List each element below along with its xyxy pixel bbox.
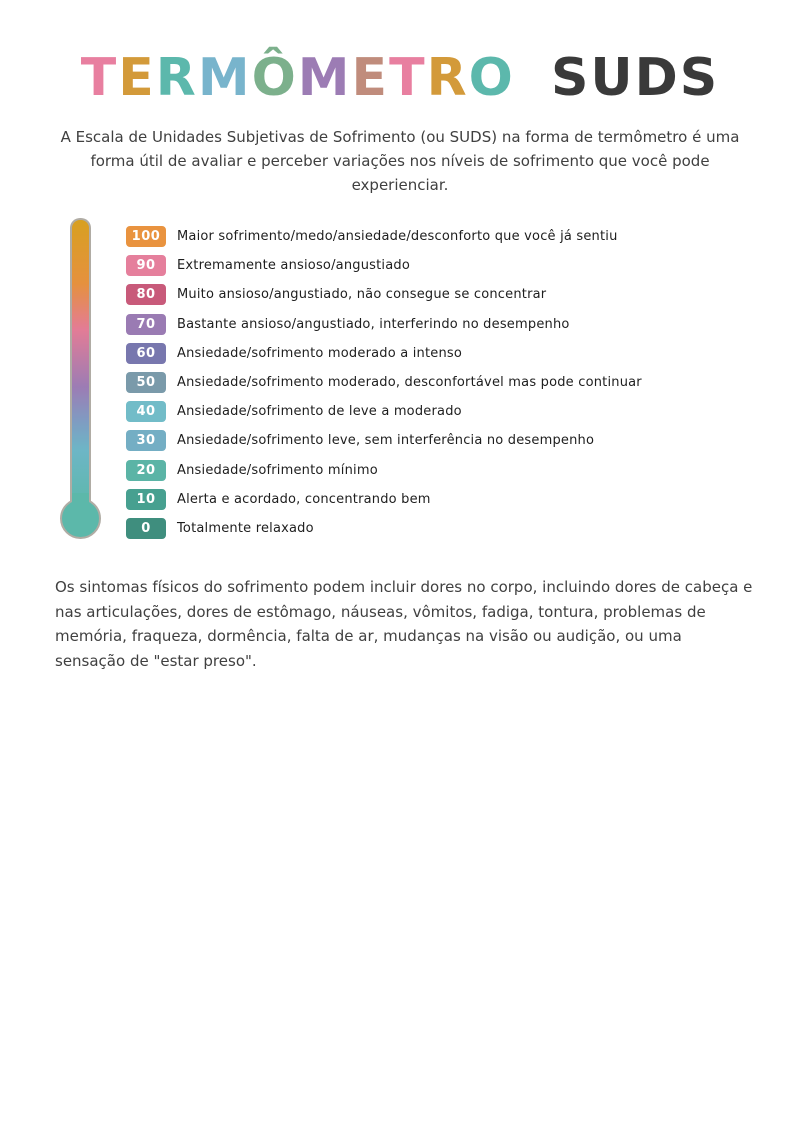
scale-value-badge: 10 (126, 489, 166, 510)
scale-description: Ansiedade/sofrimento leve, sem interferência no desempenho (177, 433, 595, 449)
thermometer-tube (70, 218, 91, 508)
title-letter: M (297, 48, 352, 108)
scale-value-badge: 50 (126, 372, 166, 393)
title-letter: R (426, 48, 469, 108)
thermometer-graphic (60, 218, 102, 540)
scale-description: Extremamente ansioso/angustiado (177, 258, 411, 274)
scale-value-badge: 80 (126, 284, 166, 305)
scale-row (126, 460, 726, 481)
scale-description: Ansiedade/sofrimento de leve a moderado (177, 404, 462, 420)
title-letter: E (351, 48, 390, 108)
scale-description: Ansiedade/sofrimento moderado a intenso (177, 345, 463, 361)
title-word-termometro (81, 48, 535, 108)
scale-value-badge: 0 (126, 518, 166, 539)
suds-scale-list (126, 226, 726, 547)
title-letter: M (197, 48, 252, 108)
scale-description: Bastante ansioso/angustiado, interferindo no desempenho (177, 316, 570, 332)
title-letter: T (80, 48, 119, 108)
title-word-suds: SUDS (550, 48, 720, 108)
thermometer-neck (72, 493, 89, 507)
scale-description: Muito ansioso/angustiado, não consegue se concentrar (177, 287, 547, 303)
scale-row (126, 255, 726, 276)
intro-paragraph: A Escala de Unidades Subjetivas de Sofrimento (ou SUDS) na forma de termômetro é uma forma útil de avaliar e perceber variações nos níveis de sofrimento que você pode experienciar. (60, 128, 740, 194)
scale-description: Ansiedade/sofrimento mínimo (177, 462, 378, 478)
page-title (0, 46, 800, 110)
scale-description: Maior sofrimento/medo/ansiedade/desconforto que você já sentiu (177, 229, 618, 244)
scale-row (126, 226, 726, 247)
scale-description: Ansiedade/sofrimento moderado, desconfortável mas pode continuar (177, 374, 642, 390)
scale-value-badge: 20 (126, 460, 166, 481)
scale-value-badge: 60 (126, 343, 166, 364)
title-letter: T (389, 48, 427, 108)
scale-row (126, 284, 726, 305)
scale-row (126, 518, 726, 539)
title-letter: E (118, 48, 156, 108)
scale-row (126, 430, 726, 451)
scale-description: Alerta e acordado, concentrando bem (177, 491, 431, 507)
scale-value-badge: 70 (126, 314, 166, 335)
scale-row (126, 401, 726, 422)
symptoms-paragraph: Os sintomas físicos do sofrimento podem incluir dores no corpo, incluindo dores de cabeça e nas articulações, dores de estômago, náuseas, vômitos, fadiga, tontura, problemas de memória, fraqueza, dormência, falta de ar, mudanças na visão ou audição, ou uma sensação de "estar preso". (55, 578, 753, 670)
scale-description: Totalmente relaxado (177, 520, 314, 536)
scale-row (126, 343, 726, 364)
scale-value-badge: 30 (126, 430, 166, 451)
scale-row (126, 314, 726, 335)
scale-value-badge: 90 (126, 255, 166, 276)
scale-value-badge: 40 (126, 401, 166, 422)
title-letter: O (468, 48, 515, 108)
scale-row (126, 372, 726, 393)
scale-row (126, 489, 726, 510)
scale-value-badge: 100 (126, 226, 166, 247)
title-letter: Ô (251, 48, 298, 108)
title-letter: R (155, 48, 198, 108)
